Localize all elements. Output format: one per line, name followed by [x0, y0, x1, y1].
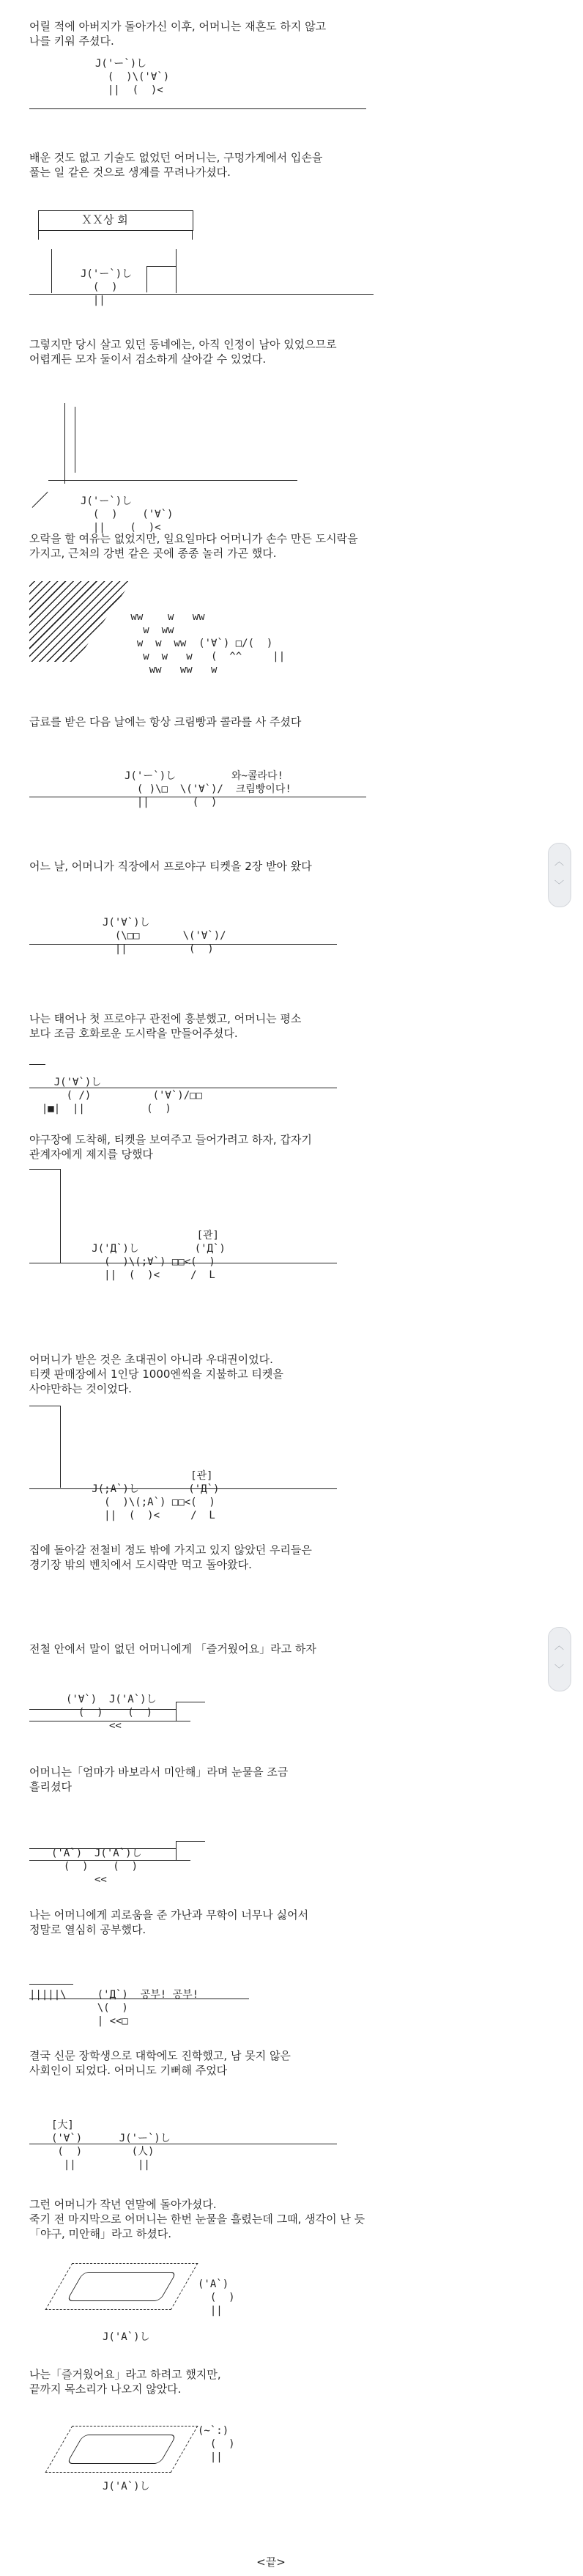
ground-line [29, 294, 374, 295]
train-seat-line [176, 1841, 177, 1860]
river-hatching [29, 581, 132, 662]
scroll-control [548, 843, 571, 907]
ascii-art-mother-in-bed: J('A`)し [103, 2481, 150, 2492]
end-marker: <끝> [256, 2555, 286, 2569]
story-section-9 [29, 1352, 498, 1521]
slope-line [32, 492, 48, 508]
gate-line [29, 1169, 60, 1170]
desk-line [29, 1984, 73, 1985]
ascii-art-picnic: ww w ww w ww w w ww ('∀`) □/( ) w w w ( ^^ || ww ww w [130, 611, 286, 676]
story-section-6 [29, 859, 498, 955]
story-text: 어릴 적에 아버지가 돌아가신 이후, 어머니는 재혼도 하지 않고 나를 키워 주셨다. [29, 20, 327, 48]
train-seat-line [176, 1841, 205, 1842]
shop-wall [192, 231, 193, 240]
story-text: 집에 돌아갈 전철비 정도 밖에 가지고 있지 않았던 우리들은 경기장 밖의 벤치에서 도시락만 먹고 돌아왔다. [29, 1543, 312, 1571]
story-section-7 [29, 1011, 498, 1115]
scroll-up-icon[interactable]: ︿ [554, 1641, 565, 1652]
story-text: 나는 태어나 첫 프로야구 관전에 흥분했고, 어머니는 평소 보다 조금 호화로운 도시락을 만들어주셨다. [29, 1012, 302, 1040]
story-section-12 [29, 1765, 498, 1886]
ground-line [29, 944, 337, 945]
gate-wall [60, 1406, 61, 1488]
story-text: 어머니가 받은 것은 초대권이 아니라 우대권이었다. 티켓 판매장에서 1인당 1000엔씩을 지불하고 티켓을 사야만하는 것이었다. [29, 1353, 283, 1395]
ground-line [29, 1488, 337, 1489]
train-seat-line [29, 1848, 176, 1849]
story-text: 나는 어머니에게 괴로움을 준 가난과 무학이 너무나 싫어서 정말로 열심히 공부했다. [29, 1908, 309, 1936]
riverbank-post [64, 403, 65, 484]
ground-line [29, 1860, 190, 1861]
ascii-art-graduation: [大] ('∀`) J('ー`)し ( ) (人) || || [51, 2119, 171, 2171]
shop-sign-label: ＸＸ상 회 [81, 213, 128, 226]
story-section-5 [29, 715, 498, 808]
train-seat-line [176, 1702, 177, 1721]
ascii-art-mother-in-bed: J('A`)し [103, 2331, 150, 2343]
story-section-15 [29, 2197, 498, 2343]
shop-wall [51, 249, 52, 293]
ground-line [29, 108, 366, 109]
scroll-control [548, 1627, 571, 1691]
story-text: 전철 안에서 말이 없던 어머니에게 「즐거웠어요」라고 하자 [29, 1642, 316, 1656]
ascii-art-studying: |||||\ ('Д`) 공부! 공부! \( ) | <<□ [29, 1989, 199, 2027]
story-section-3 [29, 337, 498, 534]
story-section-16 [29, 2367, 498, 2492]
ascii-art-train: ('∀`) J('A`)し ( ) ( ) << [66, 1694, 157, 1732]
gate-wall [60, 1169, 61, 1263]
ascii-art-stopped-at-gate: [관] J('Д`)し ('Д`) ( )\(;∀`) □□<( ) || ( )< / L [92, 1230, 226, 1281]
ascii-art-son-at-bedside: (~`:) ( ) || [198, 2425, 235, 2463]
train-seat-line [29, 1709, 176, 1710]
story-text: 오락을 할 여유는 없었지만, 일요일마다 어머니가 손수 만든 도시락을 가지고, 근처의 강변 같은 곳에 종종 놀러 가곤 했다. [29, 532, 358, 560]
story-text: 급료를 받은 다음 날에는 항상 크림빵과 콜라를 사 주셨다 [29, 715, 302, 728]
story-text: 야구장에 도착해, 티켓을 보여주고 들어가려고 하자, 갑자기 관계자에게 제지를 당했다 [29, 1133, 312, 1161]
ascii-art-stadium-trip: J('∀`)し ( /) ('∀`)/□□ |■| || ( ) [41, 1077, 203, 1115]
story-text: 그렇지만 당시 살고 있던 동네에는, 아직 인정이 남아 있었으므로 어렵게든 모자 둘이서 검소하게 살아갈 수 있었다. [29, 338, 337, 366]
story-section-14 [29, 2048, 498, 2171]
scroll-down-icon[interactable]: ﹀ [554, 880, 565, 891]
ground-line [48, 480, 297, 481]
story-section-8 [29, 1132, 498, 1281]
story-text: 나는「즐거웠어요」라고 하려고 했지만, 끝까지 목소리가 나오지 않았다. [29, 2368, 221, 2396]
ascii-art-bread-cola: J('ー`)し 와~콜라다! ( )\□ \('∀`)/ 크림빵이다! || ( ) [125, 770, 292, 808]
ascii-art-tickets: J('∀`)し (\□□ \('∀`)/ || ( ) [103, 917, 226, 955]
shop-counter [146, 266, 176, 267]
story-section-10 [29, 1543, 498, 1572]
story-text: 결국 신문 장학생으로 대학에도 진학했고, 남 못지 않은 사회인이 되었다. 어머니도 기뻐해 주었다 [29, 2049, 291, 2077]
ascii-art-son-at-bedside: ('A`) ( ) || [198, 2278, 235, 2317]
story-section-11 [29, 1642, 498, 1732]
ascii-art-invitation: [관] J(;A`)し ('Д`) ( )\(;A`) □□<( ) || ( )< / L [92, 1470, 220, 1521]
story-section-13 [29, 1908, 498, 2027]
railing-line [29, 1064, 45, 1065]
scroll-up-icon[interactable]: ︿ [554, 857, 565, 868]
story-section-2 [29, 150, 498, 306]
story-text: 배운 것도 없고 기술도 없었던 어머니는, 구멍가게에서 입손을 풀는 일 같은 것으로 생계를 꾸려나가셨다. [29, 151, 323, 179]
bed-blanket [66, 2435, 177, 2464]
ascii-art-mother: J('ー`)し ( ) || [81, 268, 133, 306]
ascii-art-crying: ('A`) J('A`)し ( ) ( ) << [51, 1848, 142, 1886]
story-text: 어머니는「엄마가 바보라서 미안해」라며 눈물을 조금 흘리셨다 [29, 1765, 289, 1793]
scroll-down-icon[interactable]: ﹀ [554, 1664, 565, 1675]
bed-blanket [66, 2272, 177, 2301]
story-text: 어느 날, 어머니가 직장에서 프로야구 티켓을 2장 받아 왔다 [29, 860, 312, 873]
story-section-1 [29, 19, 498, 96]
story-section-4 [29, 531, 498, 676]
ascii-art-walk: J('ー`)し ( ) ('∀`) || ( )< [81, 495, 174, 534]
ascii-art-mother-child: J('ー`)し ( )\('∀`) || ( )< [95, 58, 170, 96]
shop-sign [38, 210, 193, 231]
story-text: 그런 어머니가 작년 연말에 돌아가셨다. 죽기 전 마지막으로 어머니는 한번 눈물을 흘렸는데 그때, 생각이 난 듯 「야구, 미안해」라고 하셨다. [29, 2198, 365, 2240]
shop-wall [38, 231, 39, 240]
